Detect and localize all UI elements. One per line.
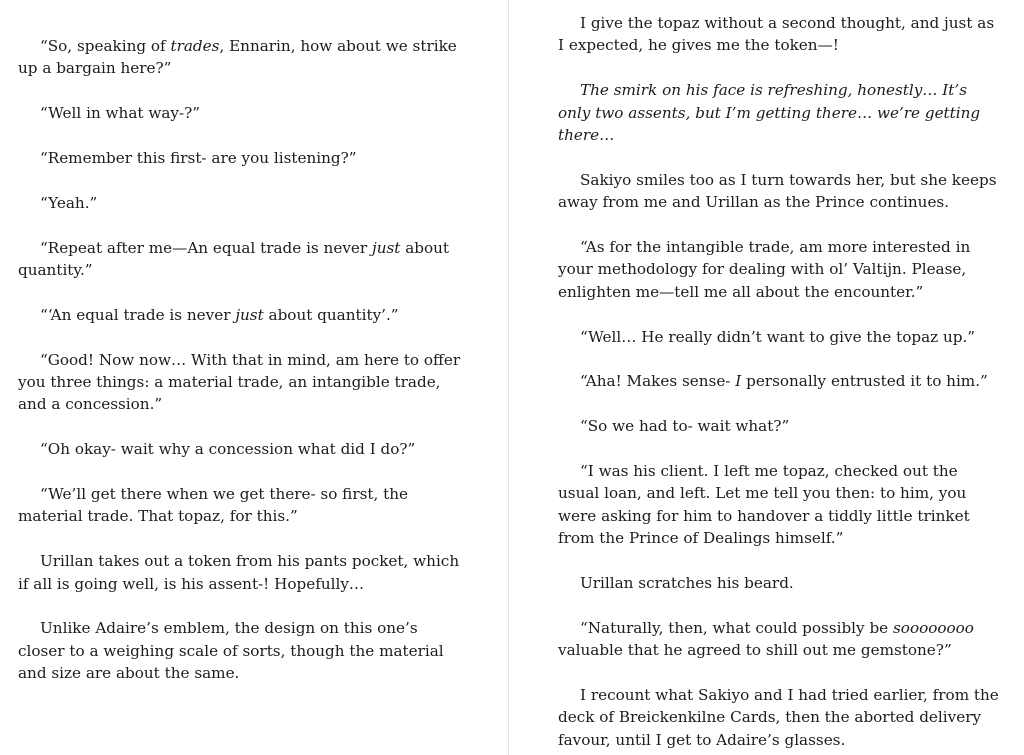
text-run: personally entrusted it to him.” [741, 372, 988, 391]
text-run: “So we had to- wait what?” [580, 417, 790, 436]
text-run: “Remember this first- are you listening?” [40, 149, 357, 167]
paragraph [18, 102, 468, 124]
text-run: about quantity.” [18, 238, 450, 279]
paragraph [558, 684, 1000, 751]
paragraph [558, 370, 1000, 392]
text-run: “As for the intangible trade, am more interested in your methodology for dealing with ol’ Valtijn. Please, enlighten me—tell me all about the encounter.” [558, 238, 971, 301]
paragraph [18, 483, 468, 528]
paragraph [558, 460, 1000, 550]
text-run: “So, speaking of [40, 37, 171, 55]
right-page [510, 0, 1024, 755]
emphasis-text: trades [170, 37, 220, 55]
text-run: “Aha! Makes sense- [580, 372, 736, 391]
left-page [0, 0, 508, 755]
paragraph [18, 617, 468, 684]
paragraph [558, 79, 1000, 146]
text-run: “We’ll get there when we get there- so first, the material trade. That topaz, for this.” [18, 485, 408, 526]
text-run: Sakiyo smiles too as I turn towards her, but she keeps away from me and Urillan as the Prince continues. [558, 170, 997, 212]
emphasis-text: The smirk on his face is refreshing, honestly… It’s only two assents, but I’m getting there… we’re getting there… [558, 81, 981, 145]
paragraph [18, 192, 468, 214]
text-run: “Well… He really didn’t want to give the topaz up.” [580, 327, 976, 346]
text-run: “Naturally, then, what could possibly be [580, 618, 893, 637]
paragraph [18, 550, 468, 595]
text-run: valuable that he agreed to shill out me gemstone?” [558, 641, 952, 660]
text-run: Unlike Adaire’s emblem, the design on this one’s closer to a weighing scale of sorts, though the material and size are about the same. [18, 619, 444, 683]
paragraph [558, 12, 1000, 57]
paragraph [558, 326, 1000, 348]
emphasis-text: just [235, 305, 264, 324]
paragraph [18, 304, 468, 326]
text-run: Urillan takes out a token from his pants pocket, which if all is going well, is his assent-! Hopefully… [18, 552, 460, 593]
paragraph [18, 438, 468, 460]
text-run: , Ennarin, how about we strike up a bargain here?” [18, 37, 457, 78]
text-run: “I was his client. I left me topaz, checked out the usual loan, and left. Let me tell you then: to him, you were asking for him to handover a tiddly little trinket from the Prince of Dealings himself.” [558, 462, 970, 548]
text-run: “Well in what way-?” [40, 104, 200, 123]
page-gutter [508, 0, 509, 755]
text-run: “‘An equal trade is never [40, 305, 236, 324]
emphasis-text: I [735, 372, 742, 391]
emphasis-text: just [371, 238, 401, 257]
text-run: “Good! Now now… With that in mind, am here to offer you three things: a material trade, an intangible trade, and a concession.” [18, 350, 461, 414]
text-run: I give the topaz without a second thought, and just as I expected, he gives me the token—! [558, 14, 995, 55]
paragraph [558, 617, 1000, 662]
paragraph [558, 572, 1000, 594]
text-run: Urillan scratches his beard. [580, 574, 794, 593]
paragraph [18, 349, 468, 416]
text-run: about quantity’.” [263, 305, 399, 324]
paragraph [18, 237, 468, 282]
text-run: “Yeah.” [40, 193, 98, 212]
paragraph [558, 169, 1000, 214]
emphasis-text: soooooooo [893, 618, 974, 637]
text-run: I recount what Sakiyo and I had tried earlier, from the deck of Breickenkilne Cards, then the aborted delivery favour, until I get to Adaire’s glasses. [558, 686, 999, 749]
text-run: “Repeat after me—An equal trade is never [40, 238, 372, 257]
paragraph [18, 147, 468, 169]
text-run: “Oh okay- wait why a concession what did I do?” [40, 440, 416, 459]
paragraph [18, 35, 468, 80]
paragraph [558, 236, 1000, 303]
paragraph [558, 415, 1000, 437]
